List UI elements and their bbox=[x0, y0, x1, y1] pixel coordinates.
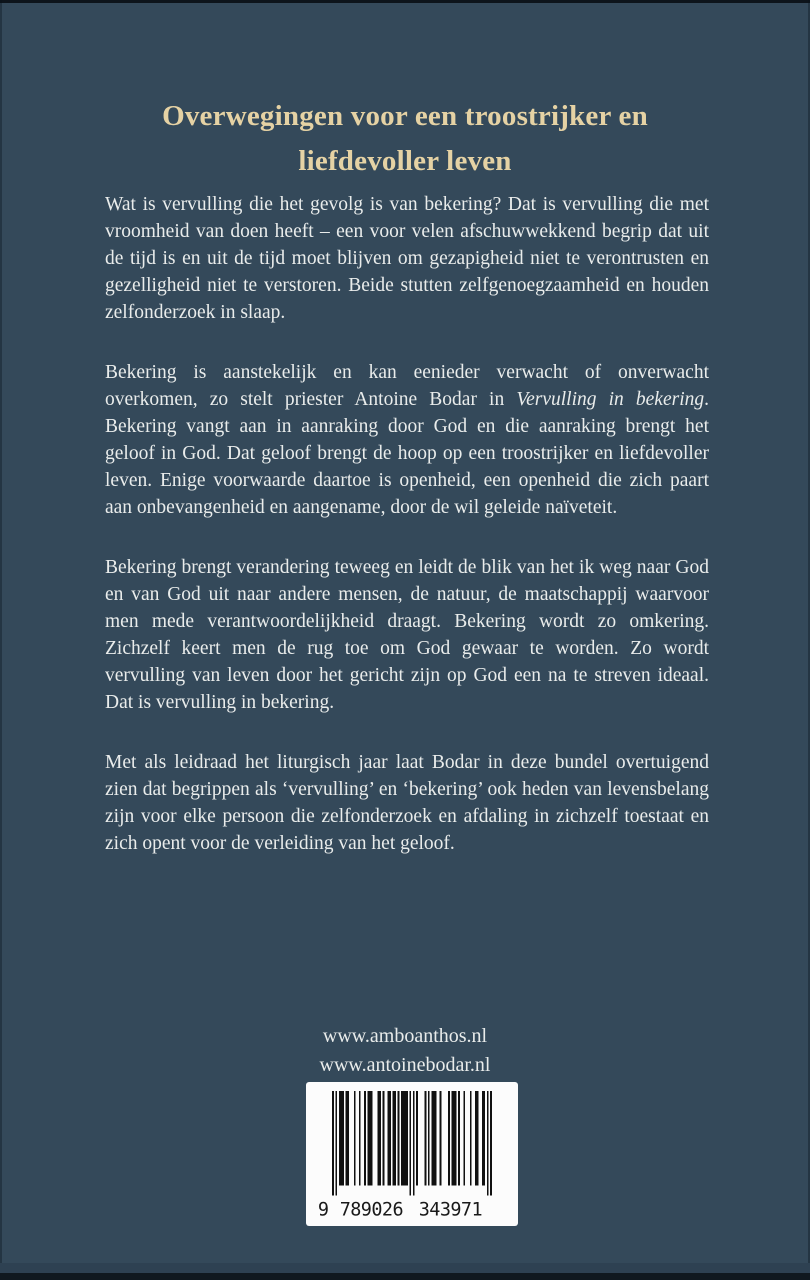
paragraph-2-post: . Bekering vangt aan in aanraking door God en die aanraking brengt het geloof in God. Dat geloof brengt de hoop op een troostrijker en liefdevoller leven. Enige voorwaarde daartoe is openheid, een openheid die zich paart aan onbevangenheid en aangename, door de wil geleide naïveteit. bbox=[105, 389, 709, 518]
barcode-digits-right: 343971 bbox=[418, 1199, 483, 1219]
scan-edge-top bbox=[0, 0, 810, 3]
barcode-panel bbox=[306, 1082, 518, 1226]
cover-heading-line-2: liefdevoller leven bbox=[298, 145, 512, 177]
paragraph-2 bbox=[105, 359, 709, 521]
book-title-italic: Vervulling in bekering bbox=[516, 389, 705, 410]
paragraph-1: Wat is vervulling die het gevolg is van bekering? Dat is vervulling die met vroomheid van doen heeft – een voor velen afschuwwekkend begrip dat uit de tijd is en uit de tijd moet blijven om gezapigheid niet te verontrusten en gezelligheid niet te verstoren. Beide stutten zelfgenoegzaamheid en houden zelfonderzoek in slaap. bbox=[105, 194, 709, 323]
barcode-digits-left: 789026 bbox=[339, 1199, 404, 1219]
barcode-svg bbox=[317, 1091, 507, 1219]
cover-heading-line-1: Overwegingen voor een troostrijker en bbox=[162, 100, 648, 132]
scan-edge-bottom bbox=[0, 1273, 810, 1280]
paragraph-2-pre: Bekering is aanstekelijk en kan eenieder verwacht of onverwacht overkomen, zo stelt priester Antoine Bodar in bbox=[105, 362, 709, 410]
cover-heading bbox=[0, 94, 810, 184]
scan-edge-bottom-band bbox=[0, 1263, 810, 1273]
author-url: www.antoinebodar.nl bbox=[319, 1054, 491, 1076]
publisher-url: www.amboanthos.nl bbox=[322, 1025, 488, 1047]
paragraph-3: Bekering brengt verandering teweeg en leidt de blik van het ik weg naar God en van God uit naar andere mensen, de natuur, de maatschappij waarvoor men mede verantwoordelijkheid draagt. Bekering wordt zo omkering. Zichzelf keert men de rug toe om God gewaar te worden. Zo wordt vervulling van leven door het gericht zijn op God een na te streven ideaal. Dat is vervulling in bekering. bbox=[105, 557, 709, 713]
barcode-digit-lead: 9 bbox=[317, 1199, 329, 1219]
publisher-links bbox=[0, 1022, 810, 1080]
paragraph-4: Met als leidraad het liturgisch jaar laat Bodar in deze bundel overtuigend zien dat begrippen als ‘vervulling’ en ‘bekering’ ook heden van levensbelang zijn voor elke persoon die zelfonderzoek en afdaling in zichzelf toestaat en zich opent voor de verleiding van het geloof. bbox=[105, 752, 709, 854]
barcode-bars bbox=[332, 1091, 492, 1195]
blurb-text bbox=[105, 191, 709, 857]
scan-edge-left bbox=[0, 0, 2, 1280]
